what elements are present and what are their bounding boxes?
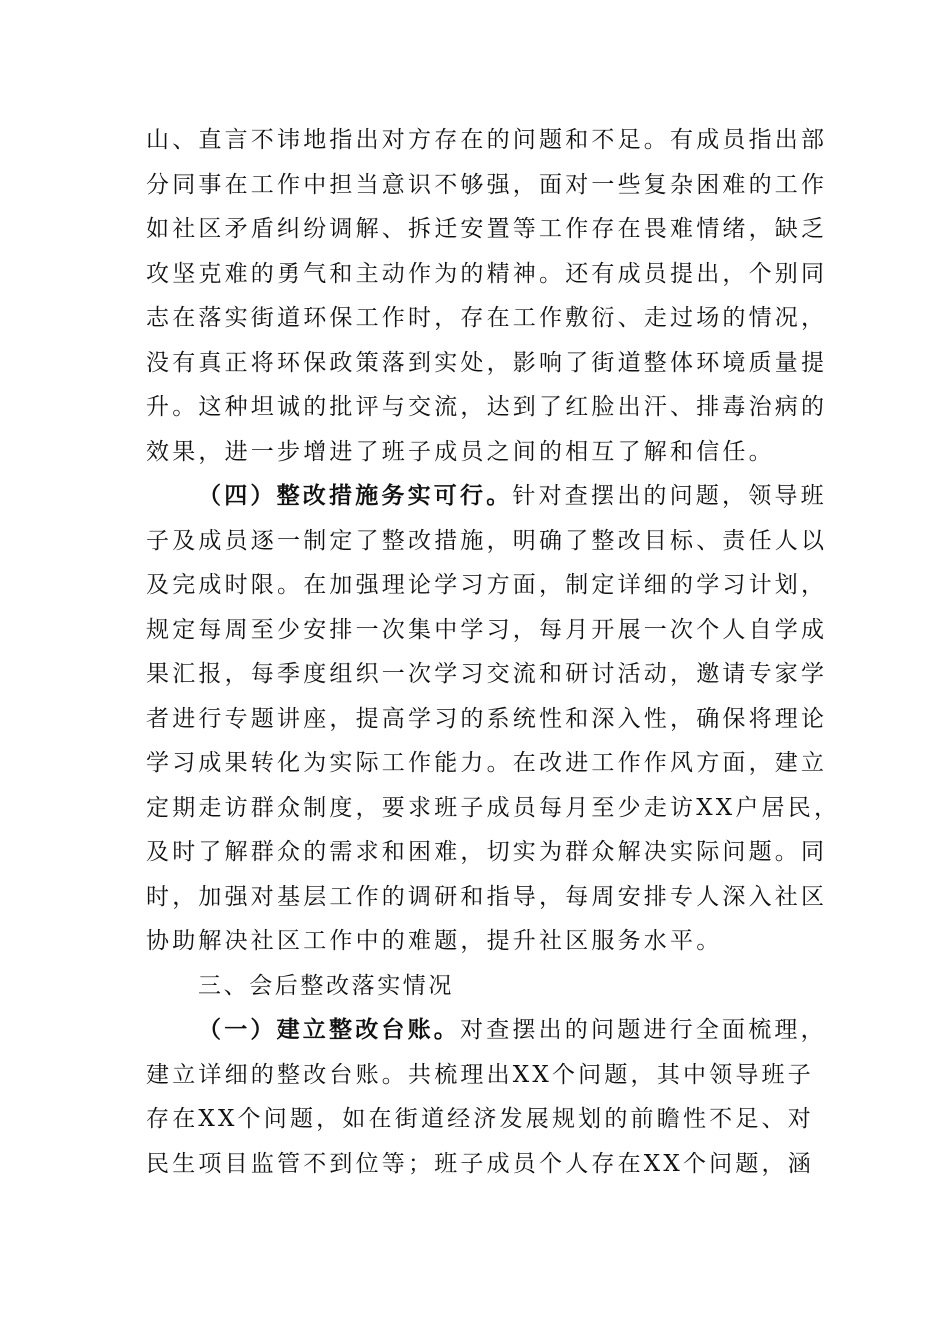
text-line: 时，加强对基层工作的调研和指导，每周安排专人深入社区: [146, 883, 828, 910]
text-line: 存在XX个问题，如在街道经济发展规划的前瞻性不足、对: [146, 1106, 814, 1132]
text-line: 协助解决社区工作中的难题，提升社区服务水平。: [146, 928, 723, 954]
text-line: 子及成员逐一制定了整改措施，明确了整改目标、责任人以: [146, 527, 828, 554]
paragraph-rectification-measures: [146, 474, 841, 964]
paragraph-criticism: [146, 118, 828, 474]
text-line: 及完成时限。在加强理论学习方面，制定详细的学习计划，: [146, 572, 828, 598]
text-run: 针对查摆出的问题，领导班: [512, 483, 827, 509]
text-line: 及时了解群众的需求和困难，切实为群众解决实际问题。同: [146, 839, 828, 865]
subsection-heading: （四）整改措施务实可行。: [198, 482, 513, 509]
text-run: 对查摆出的问题进行全面梳理，: [460, 1017, 827, 1043]
text-line: 没有真正将环保政策落到实处，影响了街道整体环境质量提: [146, 349, 828, 376]
section-heading: 三、会后整改落实情况: [198, 972, 454, 999]
text-line: 升。这种坦诚的批评与交流，达到了红脸出汗、排毒治病的: [146, 394, 828, 420]
subsection-heading: （一）建立整改台账。: [198, 1016, 460, 1043]
text-line: 民生项目监管不到位等；班子成员个人存在XX个问题，涵: [146, 1150, 814, 1177]
text-line: 分同事在工作中担当意识不够强，面对一些复杂困难的工作: [146, 171, 828, 198]
document-body: [146, 118, 841, 1186]
section-heading-block: [146, 964, 814, 1009]
text-line: 志在落实街道环保工作时，存在工作敷衍、走过场的情况，: [146, 305, 828, 331]
text-line: 规定每周至少安排一次集中学习，每月开展一次个人自学成: [146, 616, 828, 643]
text-line: 建立详细的整改台账。共梳理出XX个问题，其中领导班子: [146, 1061, 814, 1088]
text-line: 学习成果转化为实际工作能力。在改进工作作风方面，建立: [146, 750, 828, 776]
text-line: 如社区矛盾纠纷调解、拆迁安置等工作存在畏难情绪，缺乏: [146, 216, 828, 242]
text-line: 攻坚克难的勇气和主动作为的精神。还有成员提出，个别同: [146, 260, 828, 287]
text-line: 果汇报，每季度组织一次学习交流和研讨活动，邀请专家学: [146, 661, 828, 687]
text-line: [146, 1008, 827, 1053]
paragraph-rectification-ledger: [146, 1008, 827, 1186]
text-line: [146, 474, 827, 519]
text-line: 山、直言不讳地指出对方存在的问题和不足。有成员指出部: [146, 127, 828, 153]
text-line: 效果，进一步增进了班子成员之间的相互了解和信任。: [146, 438, 775, 465]
text-line: 定期走访群众制度，要求班子成员每月至少走访XX户居民，: [146, 794, 841, 821]
text-line: 者进行专题讲座，提高学习的系统性和深入性，确保将理论: [146, 705, 828, 732]
